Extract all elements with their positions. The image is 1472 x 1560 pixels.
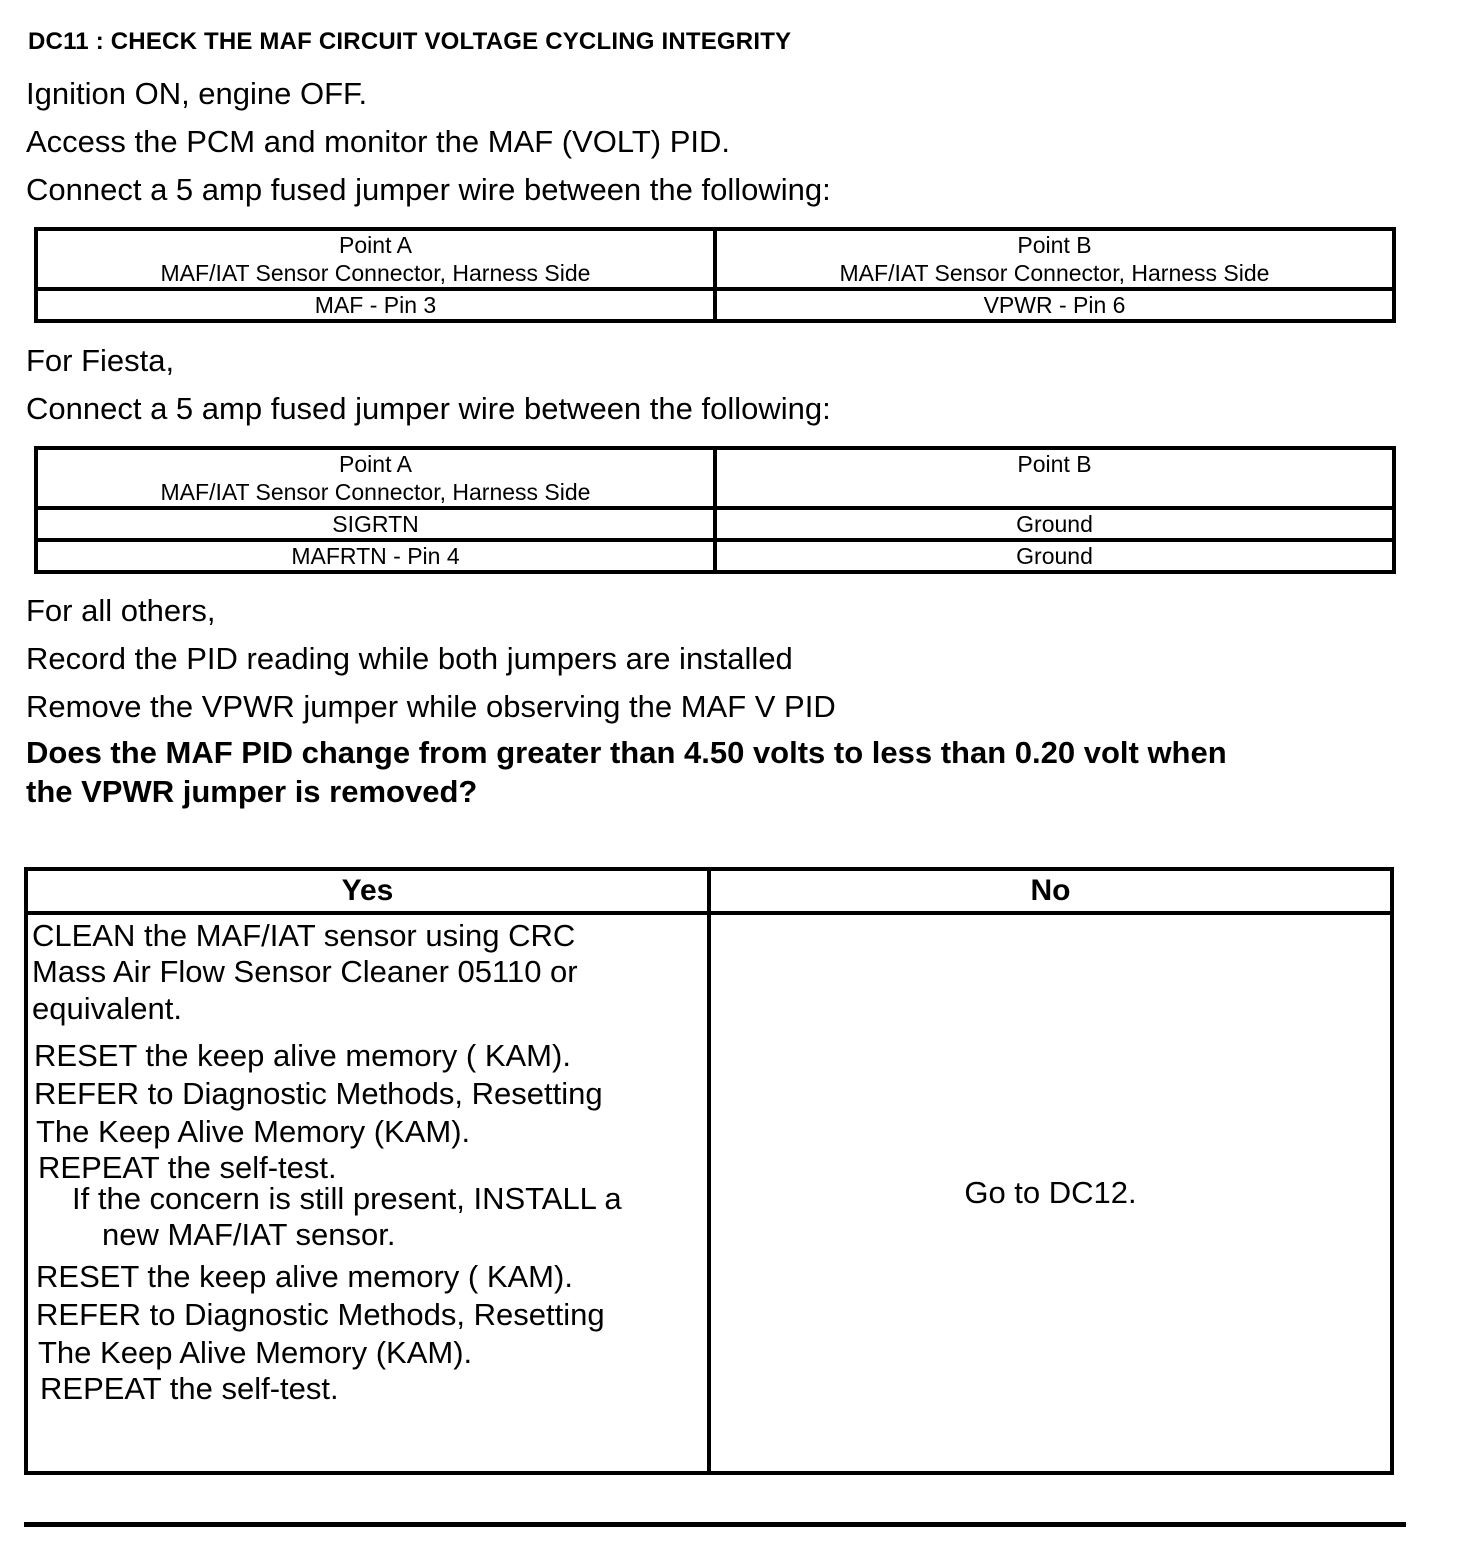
point-a-cell: MAF - Pin 3 bbox=[36, 289, 715, 321]
table-header-row bbox=[36, 448, 1394, 508]
yes-header: Yes bbox=[26, 869, 709, 913]
jumper-table-main bbox=[34, 227, 1396, 323]
step-connect-jumper: Connect a 5 amp fused jumper wire between the following: bbox=[26, 172, 831, 207]
point-a-header-cell bbox=[36, 229, 715, 289]
yes-line: RESET the keep alive memory ( KAM). bbox=[36, 1259, 573, 1294]
result-body-row bbox=[26, 913, 1392, 1473]
yes-line: REFER to Diagnostic Methods, Resetting bbox=[34, 1076, 603, 1111]
yes-line: The Keep Alive Memory (KAM). bbox=[36, 1114, 471, 1149]
yes-line: equivalent. bbox=[32, 991, 182, 1026]
step-record-pid: Record the PID reading while both jumpers are installed bbox=[26, 641, 793, 676]
table-row bbox=[36, 540, 1394, 572]
point-a-subheader: MAF/IAT Sensor Connector, Harness Side bbox=[160, 479, 591, 505]
step-access-pcm: Access the PCM and monitor the MAF (VOLT) PID. bbox=[26, 124, 731, 159]
no-cell bbox=[709, 913, 1392, 1473]
point-b-header-cell bbox=[715, 229, 1394, 289]
table-row bbox=[36, 508, 1394, 540]
yes-line: The Keep Alive Memory (KAM). bbox=[38, 1335, 473, 1370]
yes-line: new MAF/IAT sensor. bbox=[102, 1217, 396, 1252]
point-b-cell: Ground bbox=[715, 540, 1394, 572]
point-a-cell: MAFRTN - Pin 4 bbox=[36, 540, 715, 572]
yes-cell bbox=[26, 913, 709, 1473]
yes-line: REPEAT the self-test. bbox=[40, 1371, 339, 1406]
point-a-header: Point A bbox=[339, 232, 412, 258]
yes-line: REFER to Diagnostic Methods, Resetting bbox=[36, 1297, 605, 1332]
fiesta-label: For Fiesta, bbox=[26, 343, 175, 378]
result-table bbox=[24, 867, 1394, 1475]
no-header: No bbox=[709, 869, 1392, 913]
point-b-header-cell bbox=[715, 448, 1394, 508]
step-remove-jumper: Remove the VPWR jumper while observing the MAF V PID bbox=[26, 689, 836, 724]
jumper-table-fiesta bbox=[34, 446, 1396, 574]
point-a-subheader: MAF/IAT Sensor Connector, Harness Side bbox=[160, 260, 591, 286]
point-a-header: Point A bbox=[339, 451, 412, 477]
others-label: For all others, bbox=[26, 593, 216, 628]
yes-line: Mass Air Flow Sensor Cleaner 05110 or bbox=[32, 954, 578, 989]
bottom-rule bbox=[24, 1522, 1406, 1527]
yes-line: REPEAT the self-test. bbox=[38, 1150, 337, 1185]
table-header-row bbox=[36, 229, 1394, 289]
page-title: DC11 : CHECK THE MAF CIRCUIT VOLTAGE CYCLING INTEGRITY bbox=[28, 28, 792, 55]
yes-line: CLEAN the MAF/IAT sensor using CRC bbox=[32, 918, 576, 953]
point-b-cell: VPWR - Pin 6 bbox=[715, 289, 1394, 321]
no-action: Go to DC12. bbox=[964, 1175, 1137, 1210]
step-ignition: Ignition ON, engine OFF. bbox=[26, 76, 368, 111]
point-a-header-cell bbox=[36, 448, 715, 508]
point-b-subheader: MAF/IAT Sensor Connector, Harness Side bbox=[839, 260, 1270, 286]
point-b-header: Point B bbox=[1017, 451, 1092, 477]
result-header-row bbox=[26, 869, 1392, 913]
table-row bbox=[36, 289, 1394, 321]
point-b-header: Point B bbox=[1017, 232, 1092, 258]
yes-line: RESET the keep alive memory ( KAM). bbox=[34, 1038, 571, 1073]
question-line-1: Does the MAF PID change from greater than 4.50 volts to less than 0.20 volt when bbox=[26, 735, 1227, 770]
point-b-cell: Ground bbox=[715, 508, 1394, 540]
fiesta-connect-jumper: Connect a 5 amp fused jumper wire between the following: bbox=[26, 391, 831, 426]
question-line-2: the VPWR jumper is removed? bbox=[26, 774, 478, 809]
yes-line: If the concern is still present, INSTALL a bbox=[72, 1181, 622, 1216]
point-a-cell: SIGRTN bbox=[36, 508, 715, 540]
